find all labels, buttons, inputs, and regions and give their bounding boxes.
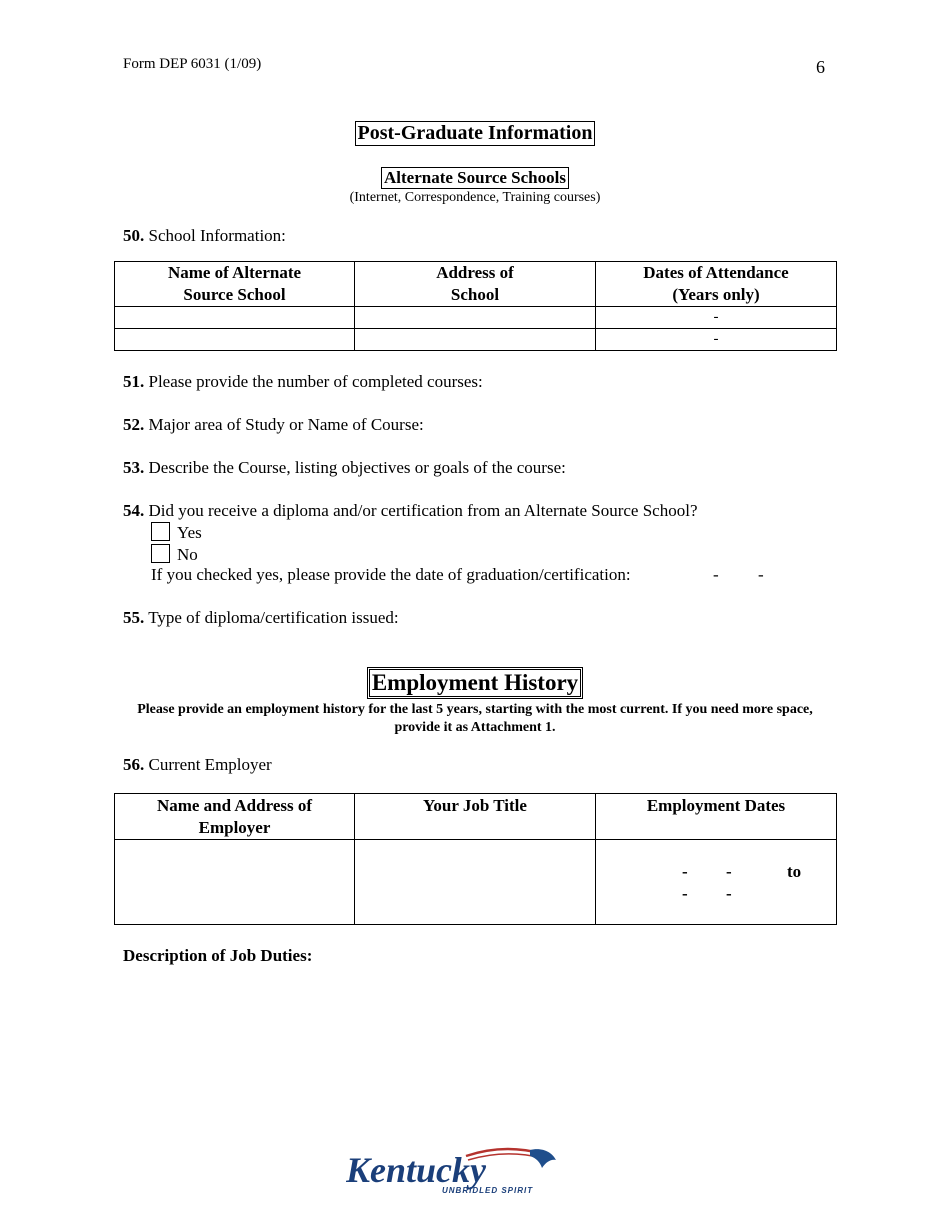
emp-date-dash-1: - [682,862,688,881]
school-table-header-name: Name of Alternate Source School [115,262,355,307]
question-52 [123,415,424,435]
option-yes[interactable] [151,522,202,543]
emp-date-to: to [787,862,802,881]
school-dates-cell-1[interactable]: - [596,307,837,329]
question-50-text: School Information: [144,226,286,245]
yes-label: Yes [177,523,202,542]
kentucky-logo-graphic [346,1146,560,1196]
school-name-cell-1[interactable] [115,307,355,329]
question-55-text: Type of diploma/certification issued: [144,608,399,627]
school-table-header-address: Address of School [355,262,596,307]
alt-source-title: Alternate Source Schools [381,167,569,189]
school-table-header-dates: Dates of Attendance (Years only) [596,262,837,307]
logo-tagline: UNBRIDLED SPIRIT [442,1186,534,1195]
question-55-number: 55. [123,608,145,627]
question-50 [123,226,286,246]
grad-date-dash-1[interactable]: - [713,565,719,584]
school-dates-cell-2[interactable]: - [596,329,837,351]
question-51-text: Please provide the number of completed courses: [144,372,483,391]
option-no[interactable] [151,544,198,565]
question-53 [123,458,566,478]
page-number: 6 [816,57,825,77]
question-54-followup: If you checked yes, please provide the date of graduation/certification: [151,565,631,584]
emp-date-dash-3: - [682,884,688,903]
employment-dates-cell[interactable] [596,840,837,925]
alt-source-subnote: (Internet, Correspondence, Training courses) [349,190,601,205]
employment-title-wrap [0,667,950,699]
alt-source-title-wrap [0,167,950,189]
question-53-number: 53. [123,458,145,477]
question-56 [123,755,272,775]
school-address-cell-1[interactable] [355,307,596,329]
no-checkbox[interactable] [151,544,170,563]
school-name-cell-2[interactable] [115,329,355,351]
horse-head-icon [530,1149,556,1168]
post-grad-title-wrap [0,121,950,146]
employer-table-header-name: Name and Address of Employer [115,794,355,840]
job-duties-label: Description of Job Duties: [123,946,313,965]
table-row [115,329,837,351]
question-52-number: 52. [123,415,145,434]
employment-title: Employment History [367,667,583,699]
employer-table [114,793,837,925]
logo-wordmark: Kentucky [346,1150,486,1190]
post-grad-title: Post-Graduate Information [355,121,596,146]
table-row [115,840,837,925]
form-id: Form DEP 6031 (1/09) [123,56,262,72]
question-55 [123,608,399,628]
no-label: No [177,545,198,564]
question-52-text: Major area of Study or Name of Course: [144,415,424,434]
kentucky-logo [346,1146,560,1196]
school-address-cell-2[interactable] [355,329,596,351]
yes-checkbox[interactable] [151,522,170,541]
question-56-number: 56. [123,755,145,774]
emp-date-dash-4: - [726,884,732,903]
question-54-text: Did you receive a diploma and/or certification from an Alternate Source School? [144,501,698,520]
question-54-number: 54. [123,501,145,520]
question-53-text: Describe the Course, listing objectives or goals of the course: [144,458,566,477]
employer-table-header-dates: Employment Dates [596,794,837,840]
employment-note: Please provide an employment history for the last 5 years, starting with the most current. If you need more space, provide it as Attachment 1. [137,702,813,735]
question-50-number: 50. [123,226,145,245]
emp-date-dash-2: - [726,862,732,881]
question-51-number: 51. [123,372,145,391]
school-table [114,261,837,351]
job-title-cell[interactable] [355,840,596,925]
table-row [115,307,837,329]
question-51 [123,372,483,392]
employer-table-header-title: Your Job Title [355,794,596,840]
question-54 [123,501,698,521]
employer-name-cell[interactable] [115,840,355,925]
grad-date-dash-2[interactable]: - [758,565,764,584]
question-56-text: Current Employer [144,755,272,774]
